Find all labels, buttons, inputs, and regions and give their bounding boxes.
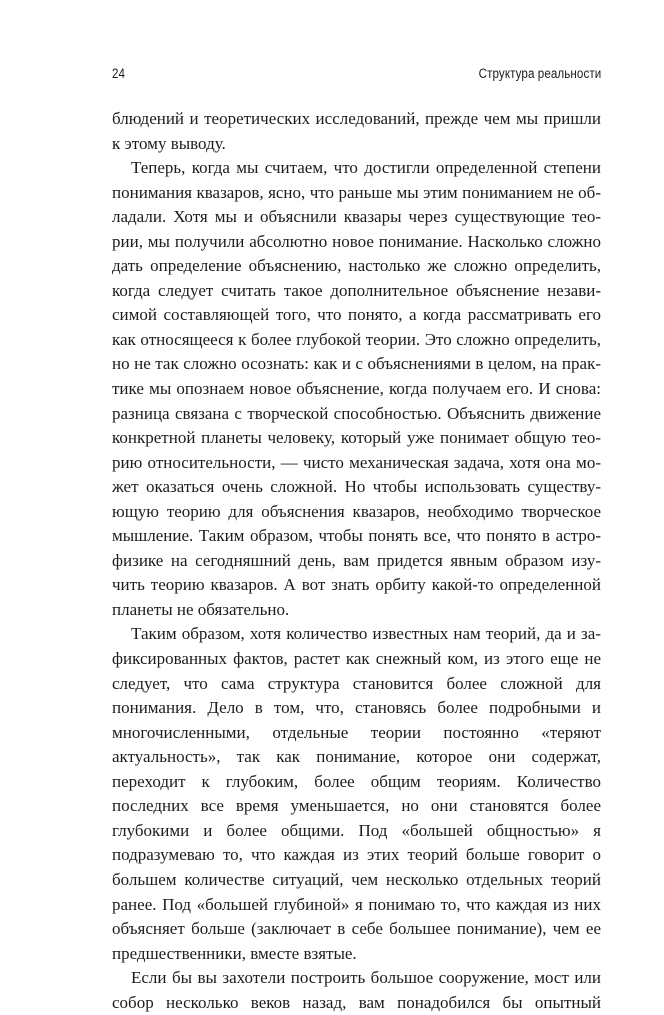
paragraph: Таким образом, хотя количество известных нам теорий, да и зафиксированных фактов, растет как снежный ком, из этого еще не следует, что сама структура становится более сложной для понимания. Дело в том, что, становясь более подробными и многочисленными, отдельные теории постоянно «теряют актуальность», так как понимание, которое они содержат, переходит к глубоким, более общим теориям. Количество последних все время уменьшается, но они становятся более глубокими и более общими. Под «большей общностью» я подразумеваю то, что каждая из этих теорий больше говорит о большем количестве ситуаций, чем несколько отдельных теорий ранее. Под «большей глубиной» я понимаю то, что каждая из них объясняет больше (заключает в себе большее понимание), чем ее предшественники, вместе взятые. (112, 624, 601, 963)
paragraph: Теперь, когда мы считаем, что достигли определенной степени понимания квазаров, ясно, что раньше мы этим пониманием не обладали. Хотя мы и объяснили квазары через существующие теории, мы получили абсолютно новое понимание. Насколько сложно дать определение объяснению, настолько же сложно определить, когда следует считать такое дополнительное объяснение независимой составляющей того, что понято, а когда рассматривать его как относящееся к более глубокой теории. Это сложно определить, но не так сложно осознать: как и с объяснениями в целом, на практике мы опознаем новое объяснение, когда получаем его. И снова: разница связана с творческой способностью. Объяснить движение конкретной планеты человеку, который уже понимает общую теорию относительности, — чисто механическая задача, хотя она может оказаться очень сложной. Но чтобы использовать существующую теорию для объяснения квазаров, необходимо творческое мышление. Таким образом, чтобы понять все, что понято в астрофизике на сегодняшний день, вам придется явным образом изучить теорию квазаров. А вот знать орбиту какой-то определенной планеты не обязательно. (112, 158, 601, 619)
paragraph-continued: блюдений и теоретических исследований, прежде чем мы пришли к этому выводу. (112, 109, 601, 153)
running-title: Структура реальности (478, 66, 602, 81)
running-header (112, 66, 601, 86)
body-text (112, 107, 601, 1015)
paragraph-cutoff: Если бы вы захотели построить большое сооружение, мост или собор несколько веков назад, вам понадобился бы опытный (112, 968, 601, 1012)
page-number: 24 (112, 66, 126, 81)
